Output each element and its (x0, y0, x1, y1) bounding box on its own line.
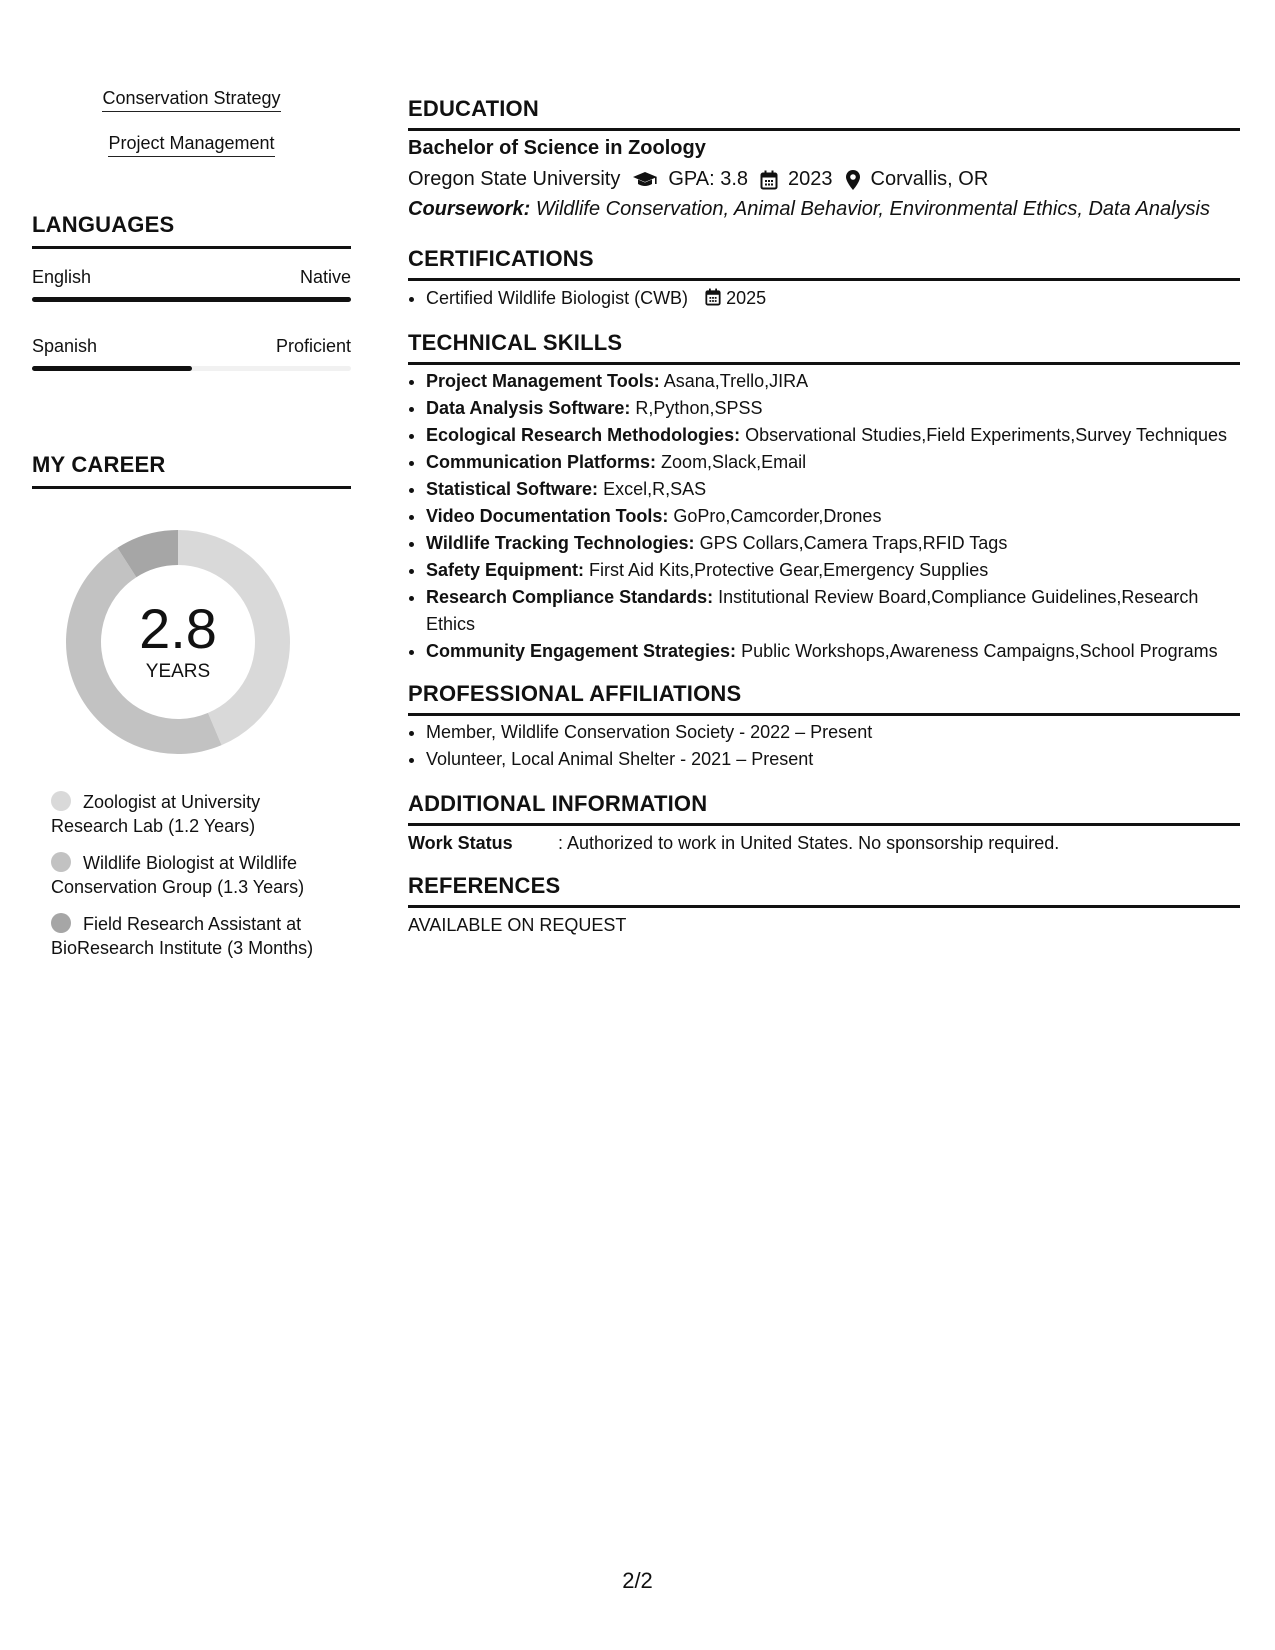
references-text: AVAILABLE ON REQUEST (408, 915, 627, 935)
language-row (32, 267, 351, 307)
career-legend-item (51, 790, 341, 838)
language-level: Native (299, 267, 351, 287)
languages-heading: LANGUAGES (32, 212, 351, 249)
list-item (426, 638, 1246, 665)
calendar-icon (760, 170, 778, 190)
skill-category: Research Compliance Standards: (426, 587, 714, 607)
certification-year: 2025 (726, 288, 767, 308)
graduation-cap-icon (632, 171, 658, 189)
list-item (426, 557, 1246, 584)
skill-category: Project Management Tools: (426, 371, 660, 391)
skill-values: First Aid Kits,Protective Gear,Emergency Supplies (589, 560, 989, 580)
career-donut-center (66, 530, 290, 754)
language-row (32, 336, 351, 376)
career-legend-item (51, 912, 341, 960)
location-pin-icon (845, 169, 861, 191)
skill-category: Statistical Software: (426, 479, 599, 499)
page-number: 2/2 (622, 1568, 653, 1593)
coursework-list: Wildlife Conservation, Animal Behavior, Environmental Ethics, Data Analysis (535, 198, 1211, 220)
list-item (426, 503, 1246, 530)
references-heading: REFERENCES (408, 873, 1240, 908)
skill-tag (32, 133, 351, 154)
graduation-year: 2023 (788, 168, 833, 190)
career-legend-item (51, 851, 341, 899)
affiliations-list (408, 719, 872, 773)
legend-swatch (51, 852, 71, 872)
skill-category: Community Engagement Strategies: (426, 641, 737, 661)
list-item (426, 476, 1246, 503)
work-status-row (408, 833, 1059, 854)
skill-category: Communication Platforms: (426, 452, 657, 472)
certification-name: Certified Wildlife Biologist (CWB) (426, 288, 689, 308)
degree-title: Bachelor of Science in Zoology (408, 137, 706, 159)
skill-category: Wildlife Tracking Technologies: (426, 533, 695, 553)
skill-tag-label: Project Management (108, 133, 274, 157)
career-heading: MY CAREER (32, 452, 351, 489)
language-level: Proficient (275, 336, 351, 356)
coursework-label: Coursework: (408, 198, 531, 220)
skill-values: GPS Collars,Camera Traps,RFID Tags (699, 533, 1008, 553)
legend-swatch (51, 791, 71, 811)
school-name: Oregon State University (408, 168, 621, 190)
skill-category: Video Documentation Tools: (426, 506, 669, 526)
calendar-icon (705, 287, 721, 314)
list-item (426, 530, 1246, 557)
skill-values: Zoom,Slack,Email (661, 452, 807, 472)
certifications-list (408, 285, 766, 314)
education-heading: EDUCATION (408, 96, 1240, 131)
legend-swatch (51, 913, 71, 933)
gpa: GPA: 3.8 (668, 168, 748, 190)
additional-info-heading: ADDITIONAL INFORMATION (408, 791, 1240, 826)
career-total-unit: YEARS (145, 661, 211, 682)
language-name: English (32, 267, 92, 287)
language-name: Spanish (32, 336, 98, 356)
list-item (426, 449, 1246, 476)
work-status-value: : Authorized to work in United States. No sponsorship required. (558, 833, 1060, 853)
technical-skills-list (408, 368, 1246, 665)
list-item (426, 285, 766, 314)
list-item: • Volunteer, Local Animal Shelter - 2021 – Present (426, 746, 872, 773)
school-location: Corvallis, OR (870, 168, 989, 190)
skill-category: Safety Equipment: (426, 560, 585, 580)
skill-values: R,Python,SPSS (635, 398, 763, 418)
career-legend-label: Wildlife Biologist at Wildlife Conservation Group (1.3 Years) (51, 853, 305, 897)
language-proficiency-fill (32, 366, 192, 371)
technical-skills-heading: TECHNICAL SKILLS (408, 330, 1240, 365)
career-donut-chart (66, 530, 290, 754)
language-proficiency-bar (32, 297, 351, 302)
skill-values: Excel,R,SAS (603, 479, 707, 499)
list-item: • Member, Wildlife Conservation Society - 2022 – Present (426, 719, 872, 746)
skill-category: Ecological Research Methodologies: (426, 425, 741, 445)
skill-values: Observational Studies,Field Experiments,Survey Techniques (745, 425, 1228, 445)
work-status-label: Work Status (408, 833, 513, 853)
affiliations-heading: PROFESSIONAL AFFILIATIONS (408, 681, 1240, 716)
skill-values: Institutional Review Board,Compliance Guidelines,Research Ethics (426, 587, 1199, 634)
career-legend-label: Zoologist at University Research Lab (1.2 Years) (51, 792, 261, 836)
skill-tag-label: Conservation Strategy (102, 88, 280, 112)
skill-category: Data Analysis Software: (426, 398, 631, 418)
list-item (426, 422, 1246, 449)
language-proficiency-bar (32, 366, 351, 371)
career-legend-label: Field Research Assistant at BioResearch Institute (3 Months) (51, 914, 314, 958)
coursework (408, 198, 1210, 221)
skill-values: Public Workshops,Awareness Campaigns,School Programs (741, 641, 1218, 661)
certifications-heading: CERTIFICATIONS (408, 246, 1240, 281)
skill-tag (32, 88, 351, 109)
education-details (408, 168, 988, 191)
skill-values: GoPro,Camcorder,Drones (673, 506, 882, 526)
list-item (426, 395, 1246, 422)
language-proficiency-fill (32, 297, 351, 302)
career-total-years: 2.8 (139, 597, 217, 660)
list-item (426, 584, 1246, 638)
skill-values: Asana,Trello,JIRA (663, 371, 809, 391)
list-item (426, 368, 1246, 395)
